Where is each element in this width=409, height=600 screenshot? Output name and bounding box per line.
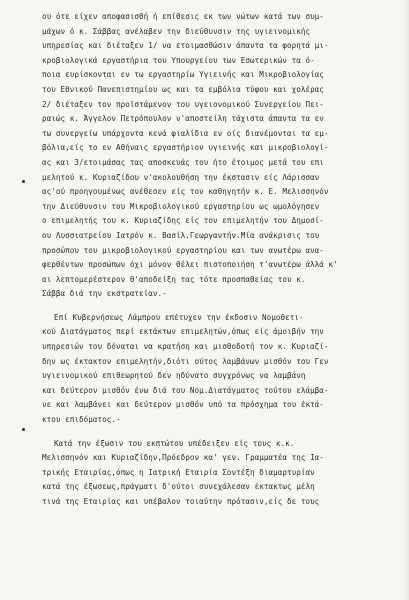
text-line: μελητού κ. Κυριαζίδου ν'ακολουθήση την έκστασιν είς Λάρισσαν	[42, 172, 320, 182]
text-line: τινά της Εταιρίας και υπέβαλον τοιαύτην πρότασιν,είς δε τους	[42, 497, 320, 506]
text-line: βόλια,είς το εν Αθήναις εργαστήριον υγιεινής και μικροβιολογί-	[42, 143, 329, 153]
paragraph-2	[42, 311, 387, 428]
text-line: δην ως έκτακτον επιμελητήν,διότι ούτος λαμβάνων μισθόν του Γεν	[42, 356, 329, 366]
text-line: τρικής Εταιρίας,όπως η Ιατρική Εταιρία Σοντέξη διαμαρτυρίαν	[42, 467, 315, 477]
text-line: την Διεύθυνσιν του Μικροβιολογικού εργαστηρίου ως ωμολόγησεν	[42, 201, 320, 211]
paragraph-1	[42, 10, 387, 302]
text-line: κτου επιδόματος.-	[42, 415, 121, 425]
text-line: ο επιμελητής του κ. Κυριαζίδης είς τον επιμελητήν του Δημοσί-	[42, 216, 324, 226]
text-line: ου ότε είχεν αποφασισθή ή επίθεσις εκ των νώτων κατά των συμ-	[42, 12, 324, 21]
text-line: ποια ευρίσκονται εν τω εργαστηρίω Υγιεινής και Μικροβιολογίας	[42, 70, 324, 80]
text-line: Σάββα διά την εκστρατείαν.-	[42, 289, 167, 299]
text-line: του Εθνικού Πανεπιστημίου ως και τα εμβόλια τύφου και χολέρας	[42, 84, 324, 94]
text-line: και δεύτερον μισθόν ένω διά του Νομ.Διατάγματος τούτου ελάμβα-	[42, 385, 329, 395]
paragraph-spacing	[42, 428, 387, 437]
ink-mark	[22, 180, 25, 183]
text-line: 2/ διέταξεν τον προϊστάμενον του υγειονομικού Συνεργείου Πει-	[42, 99, 324, 109]
text-line: αι λεπτομερέστερον θ'αποδείξη τας τότε προσπαθείας του κ.	[42, 274, 306, 284]
text-line: κού Διατάγματος περί εκτάκτων επιμελητών,όπως είς άμοιβήν την	[42, 327, 324, 337]
paragraph-3	[42, 437, 387, 510]
ink-mark	[22, 428, 25, 431]
paragraph-spacing	[42, 302, 387, 311]
text-line: Μελισσηνόν και Κυριαζίδην,Πρόεδρον κα' γεν. Γραμματέα της Ια-	[42, 453, 324, 463]
text-line: κατά της έξωσεως,πράγματι δ'ούτοι συνεχάλεσαν έκτακτως μέλη	[42, 482, 315, 492]
text-line: Επί Κυβερνήσεως Λάμπρου επέτυχεν την έκδοσιν Νομοθετι-	[54, 312, 304, 322]
text-line: τω συνεργείω υπάρχοντα κενά φιαλίδια εν οίς διανέμονται τα εμ-	[42, 128, 329, 138]
typewritten-text-body	[42, 10, 387, 510]
text-line: υπηρεσίας και διέταξεν 1/ να ετοιμασθώσιν άπαντα τα φορητά μι-	[42, 41, 329, 51]
text-line: ας'ού προηγουμένως ανέθεσεν είς τον καθηγητήν κ. Ε. Μελισσηνόν	[42, 187, 329, 197]
text-line: προσώπου του μικροβιολογικού εργαστηρίου και των ανωτέρω ανα-	[42, 245, 324, 255]
text-line: κροβιολογικά εργαστήρια του Υπουργείου των Εσωτερικών τα ό-	[42, 55, 315, 65]
text-line: ραιώς κ. Άγγελον Πετρόπουλον ν'αποστείλη τάχιστα άπαντα τα εν	[42, 114, 324, 124]
text-line: ου Λυσσιατρείου Ιατρόν κ. Βασίλ.Γεωργαντήν.Μία ανάκρισις του	[42, 230, 320, 240]
text-line: υγιεινομικού επιθεωρητού δεν ηδύνατο συγχρόνως να λαμβάνη	[42, 371, 306, 381]
text-line: Κατά την έξωσιν του εκπτώτου υπέδειξεν είς τους κ.κ.	[54, 438, 295, 448]
text-line: υπηρεσιών του δόναται να κρατήση και μισθοδοτή τον κ. Κυριαζί-	[42, 342, 329, 352]
text-line: νε και λαμβάνει και δεύτερον μισθόν υπό τα πρόσχημα του έκτά-	[42, 400, 324, 410]
page-edge-shadow	[403, 0, 409, 600]
text-line: ας και 3/ετοιμάσας τας αποσκευάς του ήτο έτοιμος μετά του επι	[42, 157, 324, 167]
text-line: φερθέντων προσώπων όχι μόνον θέλει πιστοποιήση τ'ανωτέρω άλλά κ'	[42, 260, 338, 270]
text-line: μάχων ό κ. Σάββας ανέλαβεν την διεύθυνσιν της υγιεινομικής	[42, 26, 311, 36]
